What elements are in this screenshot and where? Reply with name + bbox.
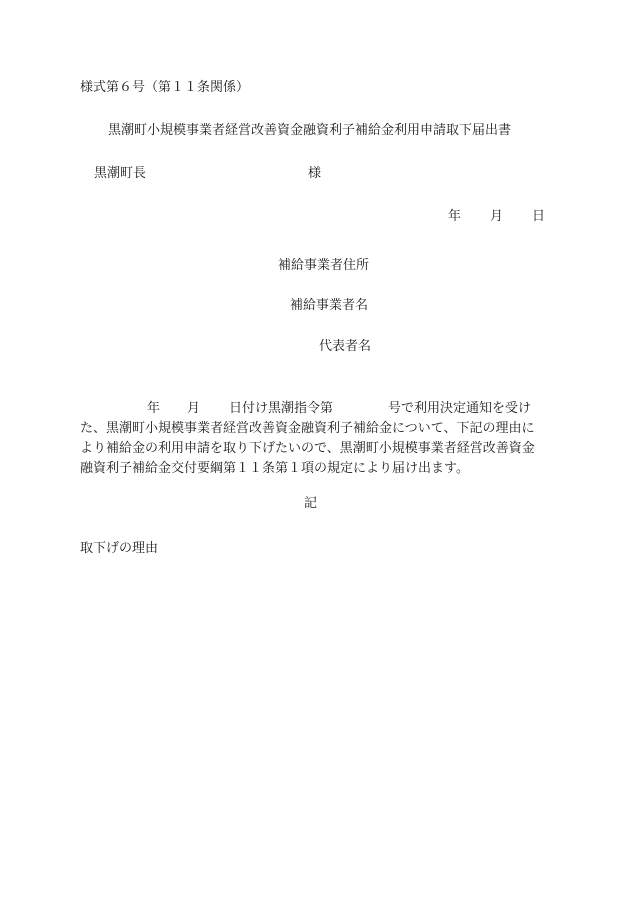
- body-line-3: より補給金の利用申請を取り下げたいので、黒潮町小規模事業者経営改善資金: [80, 441, 535, 456]
- body-paragraph: [80, 402, 542, 482]
- date-line: [448, 210, 545, 223]
- date-month-label: 月: [490, 209, 504, 224]
- applicant-name-label: 補給事業者名: [290, 298, 369, 313]
- withdrawal-reason-label: 取下げの理由: [80, 541, 159, 556]
- body-dated-text: 日付け黒潮指令第: [229, 401, 334, 416]
- date-year-label: 年: [448, 209, 462, 224]
- body-line-1: [80, 402, 542, 422]
- body-year-label: 年: [147, 401, 161, 416]
- body-notice-text: 号で利用決定通知を受け: [388, 401, 532, 416]
- note-heading: 記: [304, 496, 318, 511]
- form-number: 様式第６号（第１１条関係）: [80, 80, 250, 95]
- applicant-address-label: 補給事業者住所: [278, 258, 370, 273]
- body-line-2: た、黒潮町小規模事業者経営改善資金融資利子補給金について、下記の理由に: [80, 421, 535, 436]
- date-day-label: 日: [532, 209, 546, 224]
- addressee-name: 黒潮町長: [94, 166, 147, 181]
- representative-name-label: 代表者名: [319, 339, 372, 354]
- addressee-honorific: 様: [308, 166, 322, 181]
- body-line-4: 融資利子補給金交付要綱第１１条第１項の規定により届け出ます。: [80, 461, 469, 476]
- document-title: 黒潮町小規模事業者経営改善資金融資利子補給金利用申請取下届出書: [108, 123, 512, 138]
- body-month-label: 月: [187, 401, 201, 416]
